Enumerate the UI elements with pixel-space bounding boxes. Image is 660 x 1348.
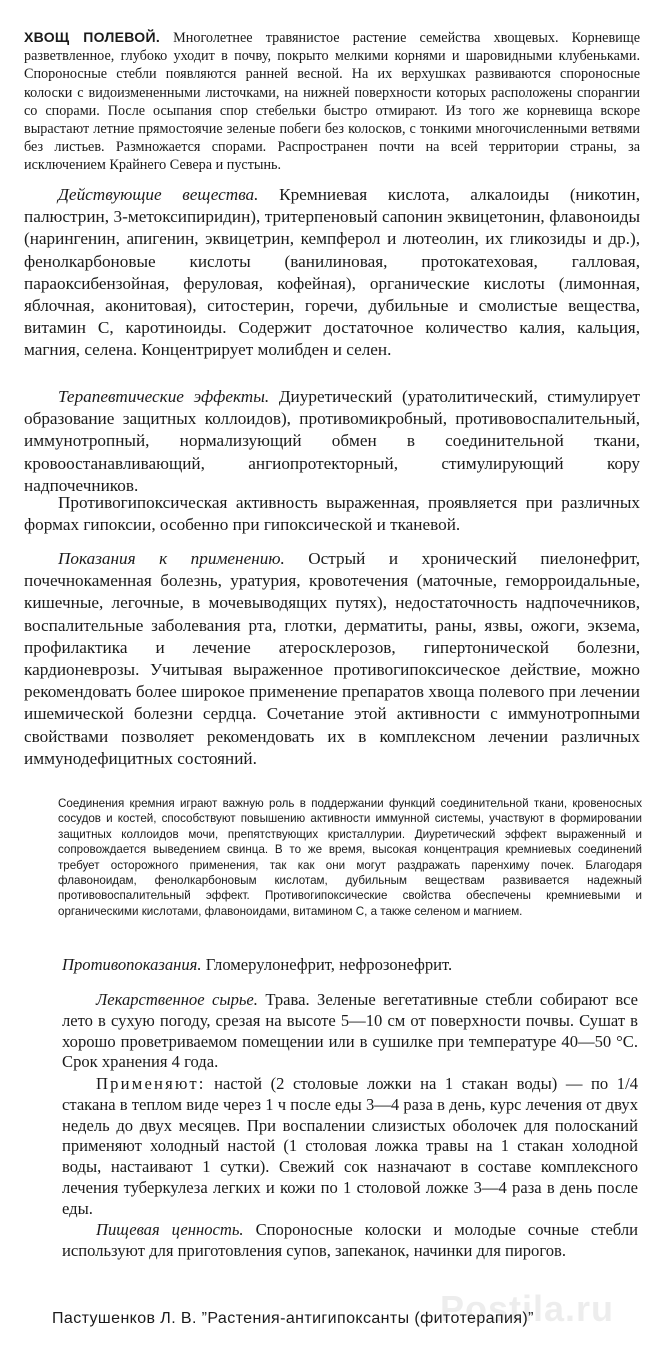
therapeutic-effects-text: Диуретический (уратолитический, стимулирует образование защитных коллоидов), противомикробный, противовоспалительный, иммунотропный, нормализующий обмен в соединительной ткани, кровоостанавливающий, ангиопротекторный, стимулирующий кору надпочечников. [24, 387, 640, 495]
plant-title: ХВОЩ ПОЛЕВОЙ. [24, 29, 161, 45]
intro-paragraph [24, 28, 640, 175]
therapeutic-effects-paragraph [24, 386, 640, 497]
usage-heading: Применяют: [96, 1074, 206, 1093]
raw-material-heading: Лекарственное сырье. [96, 990, 258, 1009]
usage-paragraph [62, 1074, 638, 1220]
note-paragraph [58, 796, 642, 919]
intro-text: Многолетнее травянистое растение семейства хвощевых. Корневище разветвленное, глубоко уходит в почву, покрыто мелкими корнями и шаровидными клубеньками. Спороносные стебли появляются ранней весной. На их верхушках развиваются спороносные колоски с видоизмененными листочками, на нижней поверхности которых расположены спорангии со спорами. После осыпания спор стебельки быстро отмирают. Из того же корневища вскоре вырастают летние прямостоячие зеленые побеги без колосков, с тонкими многочисленными ветвями без листьев. Размножается спорами. Распространен почти на всей территории страны, за исключением Крайнего Севера и пустынь. [24, 30, 640, 174]
food-value-text: Спороносные колоски и молодые сочные стебли используют для приготовления супов, запеканок, начинки для пирогов. [62, 1220, 639, 1260]
raw-material-paragraph [62, 990, 638, 1073]
food-value-heading: Пищевая ценность. [96, 1220, 244, 1239]
note-text: Соединения кремния играют важную роль в поддержании функций соединительной ткани, кровеносных сосудов и костей, способствуют повышению активности иммунной системы, участвуют в формировании защитных коллоидов мочи, препятствующих кристаллурии. Диуретический эффект выраженный и сопровождается выведением свинца. В то же время, высокая концентрация кремниевых соединений требует осторожного применения, так как они могут раздражать паренхиму почек. Благодаря флавоноидам, фенолкарбоновым кислотам, дубильным веществам развивается надежный противовоспалительный эффект. Противогипоксические свойства обеспечены кремниевыми и органическими кислотами, флавоноидами, витамином С, а также селеном и магнием. [58, 797, 642, 918]
antihypoxic-paragraph [24, 492, 640, 536]
usage-text: настой (2 столовые ложки на 1 стакан воды) — по 1/4 стакана в теплом виде через 1 ч после еды 3—4 раза в день, курс лечения от двух недель до двух месяцев. При воспалении слизистых оболочек для полосканий применяют холодный настой (1 столовая ложка травы на 1 стакан холодной воды, настаивают 1 сутки). Свежий сок назначают в составе комплексного лечения туберкулеза легких и кожи по 1 столовой ложке 3—4 раза в день после еды. [62, 1074, 638, 1218]
antihypoxic-text: Противогипоксическая активность выраженная, проявляется при различных формах гипоксии, особенно при гипоксической и тканевой. [24, 493, 640, 535]
source-citation: Пастушенков Л. В. ”Растения-антигипоксанты (фитотерапия)” [52, 1310, 534, 1327]
contraindications-heading: Противопоказания. [62, 955, 202, 974]
raw-material-text: Трава. Зеленые вегетативные стебли собирают все лето в сухую погоду, срезая на высоте 5—10 см от поверхности почвы. Сушат в хорошо проветриваемом помещении или в сушилке при температуре 40—50 °С. Срок хранения 4 года. [62, 990, 639, 1072]
therapeutic-effects-heading: Терапевтические эффекты. [58, 387, 270, 406]
active-substances-text: Кремниевая кислота, алкалоиды (никотин, палюстрин, 3-метоксипиридин), тритерпеновый сапонин эквицетонин, флавоноиды (нарингенин, апигенин, эквицетрин, кемпферол и лютеолин, их гликозиды и др.), фенолкарбоновые кислоты (ванилиновая, протокатеховая, галловая, параоксибензойная, феруловая, кофейная), органические кислоты (лимонная, яблочная, аконитовая), ситостерин, горечи, дубильные и смолистые вещества, витамин С, каротиноиды. Содержит достаточное количество калия, кальция, магния, селена. Концентрирует молибден и селен. [24, 185, 640, 360]
contraindications-paragraph [62, 954, 642, 976]
active-substances-paragraph [24, 184, 640, 362]
indications-heading: Показания к применению. [58, 549, 285, 568]
watermark: Postila.ru [440, 1288, 615, 1329]
indications-paragraph [24, 548, 640, 770]
indications-text: Острый и хронический пиелонефрит, почечнокаменная болезнь, уратурия, кровотечения (маточные, геморроидальные, кишечные, легочные, в мочевыводящих путях), недостаточность надпочечников, воспалительные заболевания рта, глотки, дерматиты, раны, язвы, ожоги, экзема, профилактика и лечение атеросклерозов, гипертонической болезни, кардионеврозы. Учитывая выраженное противогипоксическое действие, можно рекомендовать более широкое применение препаратов хвоща полевого при лечении ишемической болезни сердца. Сочетание этой активности с иммунотропными свойствами позволяет рекомендовать их в комплексном лечении различных иммунодефицитных состояний. [24, 549, 640, 768]
food-value-paragraph [62, 1220, 638, 1262]
contraindications-text: Гломерулонефрит, нефрозонефрит. [201, 955, 453, 974]
active-substances-heading: Действующие вещества. [58, 185, 259, 204]
